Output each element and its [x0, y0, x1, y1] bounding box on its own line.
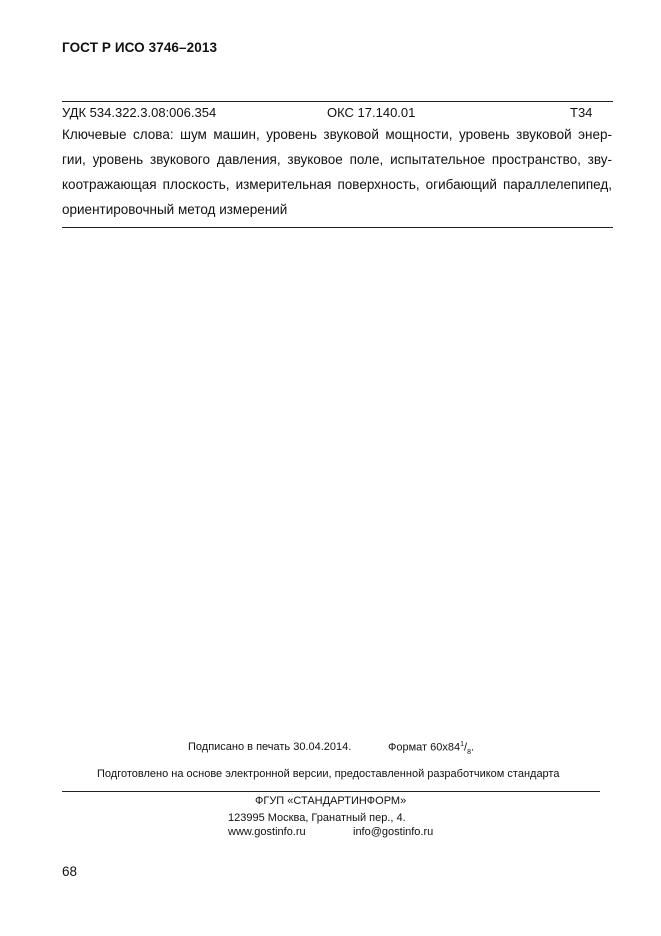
- format-end: .: [470, 741, 475, 754]
- keywords-paragraph: [62, 122, 612, 222]
- imprint-email: info@gostinfo.ru: [353, 826, 434, 838]
- imprint-divider: [62, 791, 600, 792]
- format-denominator: 8: [467, 748, 471, 756]
- classification-code: Т34: [570, 105, 593, 120]
- keywords-line: Ключевые слова: шум машин, уровень звуковой мощности, уровень звуковой энер-: [62, 127, 612, 142]
- imprint-signed: Подписано в печать 30.04.2014.: [188, 741, 352, 753]
- oks-code: ОКС 17.140.01: [327, 105, 416, 120]
- keywords-divider: [62, 227, 613, 228]
- keywords-line: гии, уровень звукового давления, звуковое поле, испытательное пространство, зву-: [62, 152, 612, 167]
- format-label: Формат 60x84: [388, 741, 461, 754]
- document-header-title: ГОСТ Р ИСО 3746–2013: [62, 40, 218, 55]
- top-divider: [62, 101, 613, 102]
- udk-code: УДК 534.322.3.08:006.354: [62, 105, 217, 120]
- imprint-website: www.gostinfo.ru: [228, 826, 306, 838]
- keywords-line: коотражающая плоскость, измерительная поверхность, огибающий параллелепипед,: [62, 177, 612, 192]
- imprint-address: 123995 Москва, Гранатный пер., 4.: [228, 812, 406, 824]
- imprint-publisher: ФГУП «СТАНДАРТИНФОРМ»: [255, 795, 407, 807]
- imprint-prepared: Подготовлено на основе электронной версии, предоставленной разработчиком стандарта: [97, 768, 560, 780]
- keywords-line: ориентировочный метод измерений: [62, 202, 288, 217]
- format-numerator: 1: [460, 741, 465, 748]
- imprint-format: Формат $60x84^1/_8$.: [388, 741, 475, 756]
- page-number: 68: [62, 864, 78, 879]
